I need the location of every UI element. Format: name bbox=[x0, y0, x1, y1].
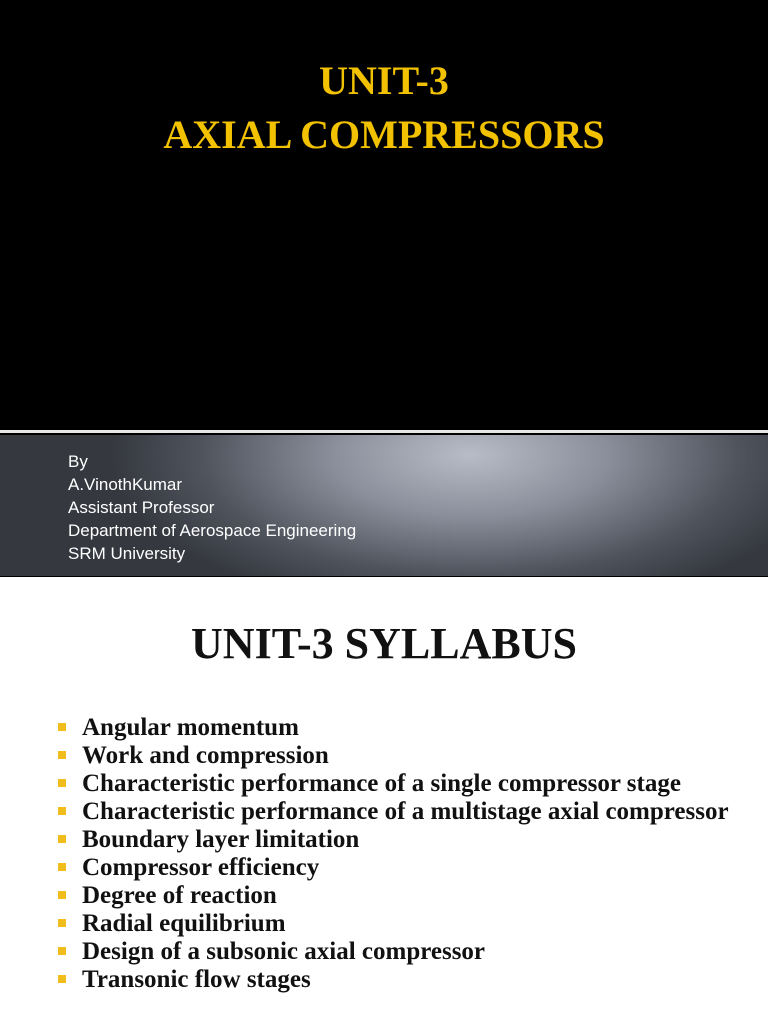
list-item bbox=[58, 742, 748, 770]
list-item-text: Boundary layer limitation bbox=[82, 826, 360, 853]
divider bbox=[0, 430, 768, 433]
list-item-text: Characteristic performance of a single compressor stage bbox=[82, 770, 681, 797]
list-item-text: Degree of reaction bbox=[82, 882, 277, 909]
list-item-text: Characteristic performance of a multistage axial compressor bbox=[82, 798, 729, 825]
bullet-square-icon bbox=[58, 863, 66, 871]
syllabus-list bbox=[58, 714, 748, 994]
author-department: Department of Aerospace Engineering bbox=[68, 521, 357, 540]
author-banner bbox=[0, 435, 768, 576]
list-item bbox=[58, 798, 748, 826]
bullet-square-icon bbox=[58, 835, 66, 843]
syllabus-title: UNIT-3 SYLLABUS bbox=[191, 619, 577, 668]
list-item-text: Work and compression bbox=[82, 742, 329, 769]
list-item-text: Angular momentum bbox=[82, 714, 299, 741]
list-item-text: Compressor efficiency bbox=[82, 854, 320, 881]
bullet-square-icon bbox=[58, 807, 66, 815]
bullet-square-icon bbox=[58, 919, 66, 927]
slide-title bbox=[0, 54, 768, 162]
bullet-square-icon bbox=[58, 947, 66, 955]
bullet-square-icon bbox=[58, 723, 66, 731]
list-item bbox=[58, 938, 748, 966]
list-item bbox=[58, 826, 748, 854]
author-university: SRM University bbox=[68, 544, 186, 563]
bullet-square-icon bbox=[58, 891, 66, 899]
author-info bbox=[68, 450, 356, 565]
list-item-text: Radial equilibrium bbox=[82, 910, 286, 937]
title-line-topic: AXIAL COMPRESSORS bbox=[163, 112, 605, 157]
list-item-text: Transonic flow stages bbox=[82, 966, 311, 993]
author-position: Assistant Professor bbox=[68, 498, 215, 517]
list-item bbox=[58, 966, 748, 994]
bullet-square-icon bbox=[58, 975, 66, 983]
list-item bbox=[58, 910, 748, 938]
title-line-unit: UNIT-3 bbox=[319, 58, 449, 103]
list-item bbox=[58, 714, 748, 742]
by-label: By bbox=[68, 452, 88, 471]
list-item bbox=[58, 854, 748, 882]
author-name: A.VinothKumar bbox=[68, 475, 183, 494]
list-item bbox=[58, 882, 748, 910]
bullet-square-icon bbox=[58, 779, 66, 787]
bullet-square-icon bbox=[58, 751, 66, 759]
list-item bbox=[58, 770, 748, 798]
list-item-text: Design of a subsonic axial compressor bbox=[82, 938, 486, 965]
